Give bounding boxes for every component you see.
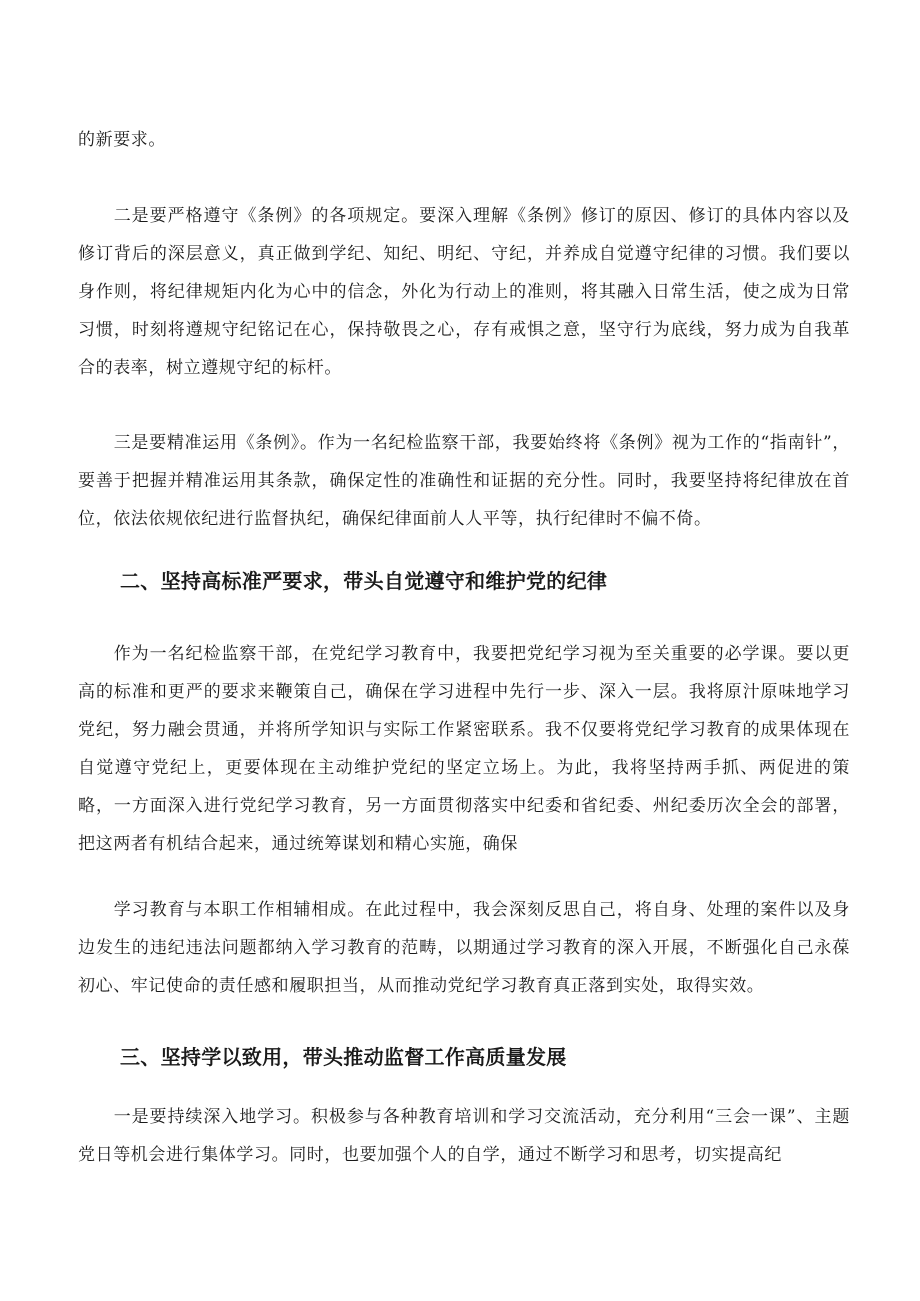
paragraph-continuation: 的新要求。: [78, 130, 166, 150]
section-heading-2: 二、坚持高标准严要求，带头自觉遵守和维护党的纪律: [120, 569, 608, 593]
paragraph-continuous-learning: 一是要持续深入地学习。积极参与各种教育培训和学习交流活动，充分利用“三会一课”、主题党日等机会进行集体学习。同时，也要加强个人的自学，通过不断学习和思考，切实提高纪: [78, 1107, 850, 1165]
paragraph-study-and-work: 学习教育与本职工作相辅相成。在此过程中，我会深刻反思自己，将自身、处理的案件以及身边发生的违纪违法问题都纳入学习教育的范畴，以期通过学习教育的深入开展，不断强化自己永葆初心、牢记使命的责任感和履职担当，从而推动党纪学习教育真正落到实处，取得实效。: [78, 900, 850, 996]
paragraph-discipline-study: 作为一名纪检监察干部，在党纪学习教育中，我要把党纪学习视为至关重要的必学课。要以更高的标准和更严的要求来鞭策自己，确保在学习进程中先行一步、深入一层。我将原汁原味地学习党纪，努力融会贯通，并将所学知识与实际工作紧密联系。我不仅要将党纪学习教育的成果体现在自觉遵守党纪上，更要体现在主动维护党纪的坚定立场上。为此，我将坚持两手抓、两促进的策略，一方面深入进行党纪学习教育，另一方面贯彻落实中纪委和省纪委、州纪委历次全会的部署，把这两者有机结合起来，通过统筹谋划和精心实施，确保: [78, 644, 850, 854]
paragraph-strict-compliance: 二是要严格遵守《条例》的各项规定。要深入理解《条例》修订的原因、修订的具体内容以及修订背后的深层意义，真正做到学纪、知纪、明纪、守纪，并养成自觉遵守纪律的习惯。我们要以身作则，将纪律规矩内化为心中的信念，外化为行动上的准则，将其融入日常生活，使之成为日常习惯，时刻将遵规守纪铭记在心，保持敬畏之心，存有戒惧之意，坚守行为底线，努力成为自我革合的表率，树立遵规守纪的标杆。: [78, 206, 850, 378]
section-heading-3: 三、坚持学以致用，带头推动监督工作高质量发展: [120, 1045, 567, 1069]
paragraph-precise-application: 三是要精准运用《条例》。作为一名纪检监察干部，我要始终将《条例》视为工作的“指南针”，要善于把握并精准运用其条款，确保定性的准确性和证据的充分性。同时，我要坚持将纪律放在首位，依法依规依纪进行监督执纪，确保纪律面前人人平等，执行纪律时不偏不倚。: [78, 433, 850, 529]
